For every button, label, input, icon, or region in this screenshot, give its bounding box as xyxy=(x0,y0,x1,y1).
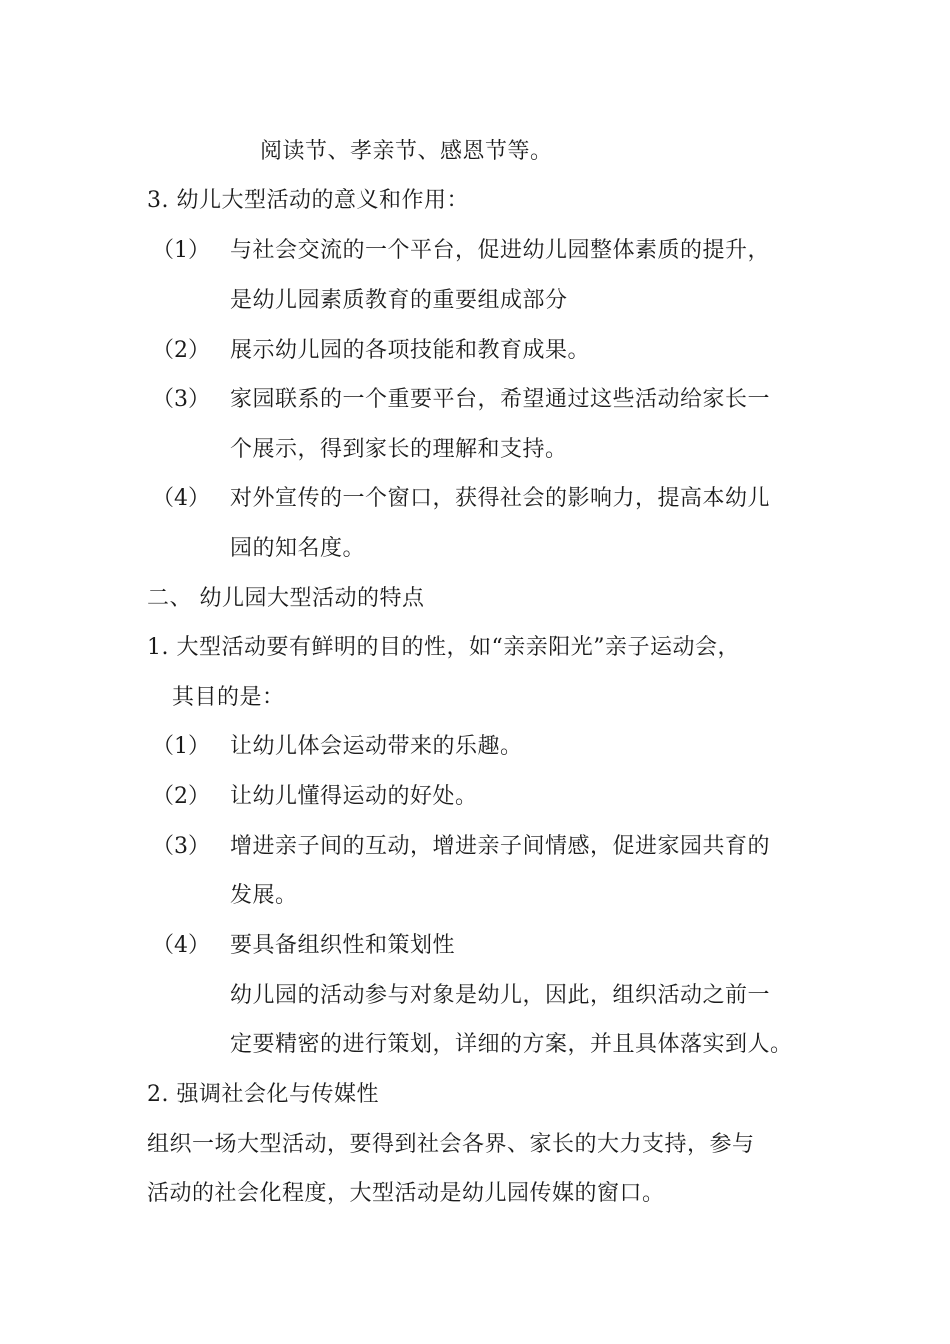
list-item-text: 让幼儿懂得运动的好处。 xyxy=(230,784,478,809)
feature2-heading: 2. 强调社会化与传媒性 xyxy=(147,1082,379,1107)
list-number: （4） xyxy=(152,933,210,958)
organize-text: 幼儿园的活动参与对象是幼儿，因此，组织活动之前一 xyxy=(230,983,771,1008)
list-number: （4） xyxy=(152,486,210,511)
list-number: （3） xyxy=(152,834,210,859)
list-item-text: 让幼儿体会运动带来的乐趣。 xyxy=(230,734,523,759)
list-number: （1） xyxy=(152,238,210,263)
list-number: （3） xyxy=(152,387,210,412)
list-item-text: 对外宣传的一个窗口，获得社会的影响力，提高本幼儿 xyxy=(230,486,771,511)
list-item-text: 增进亲子间的互动，增进亲子间情感，促进家园共育的 xyxy=(230,834,771,859)
list-item-text: 与社会交流的一个平台，促进幼儿园整体素质的提升， xyxy=(230,238,771,263)
list-item-text: 园的知名度。 xyxy=(230,536,366,561)
organize-text: 定要精密的进行策划，详细的方案，并且具体落实到人。 xyxy=(230,1032,793,1057)
list-item-text: 是幼儿园素质教育的重要组成部分 xyxy=(230,288,568,313)
feature2-text: 组织一场大型活动，要得到社会各界、家长的大力支持，参与 xyxy=(147,1132,755,1157)
list-item-text: 家园联系的一个重要平台，希望通过这些活动给家长一 xyxy=(230,387,771,412)
feature2-text: 活动的社会化程度，大型活动是幼儿园传媒的窗口。 xyxy=(147,1181,665,1206)
list-number: （2） xyxy=(152,784,210,809)
feature1-text: 其目的是： xyxy=(172,685,285,710)
point3-heading: 3. 幼儿大型活动的意义和作用： xyxy=(147,188,469,213)
continuation-text: 阅读节、孝亲节、感恩节等。 xyxy=(260,139,553,164)
list-item-text: 个展示，得到家长的理解和支持。 xyxy=(230,437,568,462)
list-item-text: 发展。 xyxy=(230,883,298,908)
feature1-text: 1. 大型活动要有鲜明的目的性，如“亲亲阳光”亲子运动会， xyxy=(147,635,740,660)
list-item-text: 要具备组织性和策划性 xyxy=(230,933,456,958)
list-item-text: 展示幼儿园的各项技能和教育成果。 xyxy=(230,338,591,363)
section2-heading: 二、 幼儿园大型活动的特点 xyxy=(147,586,425,611)
list-number: （1） xyxy=(152,734,210,759)
list-number: （2） xyxy=(152,338,210,363)
